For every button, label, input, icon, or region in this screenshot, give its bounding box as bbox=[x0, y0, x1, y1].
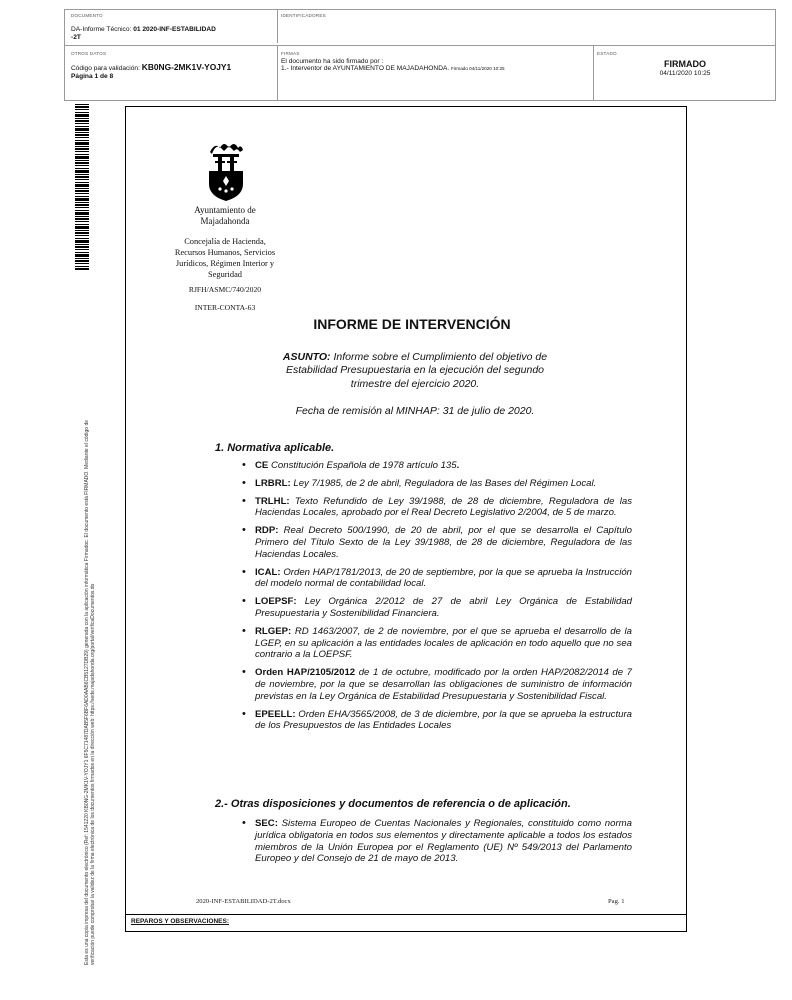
reparos-observaciones: REPAROS Y OBSERVACIONES: bbox=[125, 914, 687, 932]
item-text: Ley Orgánica 2/2012 de 27 de abril Ley Orgánica de Estabilidad Presupuestaria y Sostenibilidad Financiera. bbox=[255, 596, 632, 619]
normativa-list bbox=[240, 460, 632, 738]
item-text: Sistema Europeo de Cuentas Nacionales y Regionales, constituido como norma jurídica obligatoria en todos sus elementos y directamente aplicable a todos los estados miembros de la Unión Europea por el Reglamento (UE) Nº 549/2013 del Parlamento Europeo y del Consejo de 21 de mayo de 2013. bbox=[255, 818, 632, 865]
side-text-line2: verificación puede comprobar la validez de la firma electrónica de los documentos firmados en la dirección web: https://sede.majadahonda.org/portal/verificaDocumentos.do bbox=[90, 583, 96, 965]
estado-cell bbox=[597, 51, 773, 77]
estado-label: ESTADO bbox=[597, 51, 617, 56]
estado-fecha: 04/11/2020 10:25 bbox=[659, 70, 711, 77]
list-item bbox=[240, 596, 632, 620]
asunto-line2: Estabilidad Presupuestaria en la ejecución del segundo bbox=[285, 364, 544, 377]
item-text: RD 1463/2007, de 2 de noviembre, por el que se aprueba el desarrollo de la LGEP, en su aplicación a las entidades locales de aplicación en todo aquello que no sea contrario a la LOEPSF. bbox=[255, 625, 632, 661]
identificadores-label: IDENTIFICADORES bbox=[281, 13, 326, 18]
item-key: SEC: bbox=[255, 818, 278, 829]
list-item bbox=[240, 818, 632, 865]
verification-side-text bbox=[84, 300, 96, 965]
item-text: Ley 7/1985, de 2 de abril, Reguladora de las Bases del Régimen Local. bbox=[293, 477, 597, 489]
asunto-line1 bbox=[255, 351, 575, 364]
org-name-line1: Ayuntamiento de bbox=[194, 205, 256, 215]
list-item bbox=[240, 626, 632, 661]
identificadores-cell bbox=[281, 13, 326, 18]
item-key: EPEELL: bbox=[255, 708, 296, 720]
documento-id-line2: -2T bbox=[71, 34, 81, 41]
firmado-intro: El documento ha sido firmado por : bbox=[281, 58, 384, 65]
reference-code: RJFH/ASMC/740/2020 bbox=[188, 285, 262, 294]
asunto-text1: Informe sobre el Cumplimiento del objetivo de bbox=[333, 351, 548, 363]
section-heading-1: 1. Normativa aplicable. bbox=[215, 442, 335, 454]
otros-datos-label: OTROS DATOS bbox=[71, 51, 107, 56]
list-item bbox=[240, 496, 632, 520]
firmante-fecha: Firmado 04/11/2020 10:25 bbox=[451, 66, 505, 71]
list-item bbox=[240, 709, 632, 733]
inter-reference: INTER-CONTA-63 bbox=[194, 303, 256, 312]
item-key: LOEPSF: bbox=[255, 596, 297, 608]
otros-datos-cell bbox=[71, 51, 275, 80]
documento-id-line1: 01 2020-INF-ESTABILIDAD bbox=[133, 26, 216, 33]
estado-value: FIRMADO bbox=[664, 59, 706, 69]
firmante-line bbox=[281, 65, 587, 72]
footer-filename: 2020-INF-ESTABILIDAD-2T.docx bbox=[196, 898, 291, 905]
list-item bbox=[240, 460, 632, 472]
codigo-prefix: Código para validación: bbox=[71, 65, 140, 72]
list-item bbox=[240, 667, 632, 702]
item-key: TRLHL: bbox=[255, 495, 290, 507]
dept-line2: Recursos Humanos, Servicios bbox=[174, 248, 276, 257]
item-text: Constitución Española de 1978 artículo 135 bbox=[271, 460, 457, 471]
item-key: Orden HAP/2105/2012 bbox=[255, 667, 356, 679]
barcode bbox=[75, 104, 89, 270]
fecha-remision: Fecha de remisión al MINHAP: 31 de julio de 2020. bbox=[295, 405, 535, 417]
item-text: Orden HAP/1781/2013, de 20 de septiembre, por la que se aprueba la Instrucción del modelo normal de contabilidad local. bbox=[255, 566, 632, 590]
item-tail: . bbox=[456, 460, 460, 471]
item-text: Real Decreto 500/1990, de 20 de abril, por el que se desarrolla el Capítulo Primero del Título Sexto de la Ley 39/1988, de 28 de diciembre, Reguladora de las Haciendas Locales. bbox=[255, 525, 632, 560]
item-key: RDP: bbox=[255, 525, 279, 537]
dept-line3: Jurídicos, Régimen Interior y bbox=[175, 259, 275, 268]
signature-header bbox=[64, 9, 776, 101]
asunto-block bbox=[255, 351, 575, 391]
list-item bbox=[240, 478, 632, 490]
section-heading-2: 2.- Otras disposiciones y documentos de referencia o de aplicación. bbox=[215, 798, 571, 810]
item-key: CE bbox=[255, 460, 269, 471]
org-name-line2: Majadahonda bbox=[200, 216, 250, 226]
item-key: LRBRL: bbox=[255, 477, 291, 489]
document-title: INFORME DE INTERVENCIÓN bbox=[313, 316, 511, 332]
item-text: de 1 de octubre, modificado por la orden HAP/2082/2014 de 7 de noviembre, por la que se desarrollan las obligaciones de suministro de información previstas en la Ley Orgánica de Estabilidad Presupuestaria y Sostenibilidad Fiscal. bbox=[255, 667, 632, 702]
item-text: Orden EHA/3565/2008, de 3 de diciembre, por la que se aprueba la estructura de los Presupuestos de las Entidades Locales bbox=[255, 708, 632, 732]
majadahonda-crest-icon bbox=[207, 140, 245, 202]
validation-code bbox=[71, 62, 275, 72]
documento-cell bbox=[71, 13, 271, 41]
list-item bbox=[240, 525, 632, 560]
firmas-label: FIRMAS bbox=[281, 51, 300, 56]
list-item bbox=[240, 567, 632, 591]
item-key: RLGEP: bbox=[255, 625, 292, 637]
otras-disposiciones-list bbox=[240, 818, 632, 871]
dept-line4: Seguridad bbox=[208, 270, 242, 279]
documento-label: DOCUMENTO bbox=[71, 13, 103, 18]
firmante: 1.- Interventor de AYUNTAMIENTO DE MAJADAHONDA. bbox=[281, 65, 450, 72]
codigo-value[interactable]: KB0NG-2MK1V-YOJY1 bbox=[141, 62, 232, 72]
documento-id bbox=[71, 26, 271, 33]
page-count: Página 1 de 8 bbox=[71, 73, 114, 80]
item-key: ICAL: bbox=[255, 566, 281, 578]
documento-prefix: DA-Informe Técnico: bbox=[71, 26, 132, 33]
footer-page: Pag. 1 bbox=[608, 898, 625, 905]
dept-line1: Concejalía de Hacienda, bbox=[184, 237, 266, 246]
asunto-line3: trimestre del ejercicio 2020. bbox=[350, 377, 480, 390]
side-text-line1: Esta es una copia impresa del documento electrónico (Ref: 1541220 KB0NG-2MK1V-YOJY1 6F5C71487DAB5F6BF6AD0AAB6CB5127DB29) generada con la aplicación informática Firmadoc. El documento está FIRMADO. Mediante el código de bbox=[84, 419, 90, 965]
org-name bbox=[170, 205, 280, 227]
asunto-label: ASUNTO: bbox=[282, 351, 331, 363]
firmas-cell bbox=[281, 51, 587, 72]
org-department bbox=[160, 236, 290, 280]
item-text: Texto Refundido de Ley 39/1988, de 28 de diciembre, Reguladora de las Haciendas Locales, aprobado por el Real Decreto Legislativo 2/2004, de 5 de marzo. bbox=[255, 495, 633, 519]
